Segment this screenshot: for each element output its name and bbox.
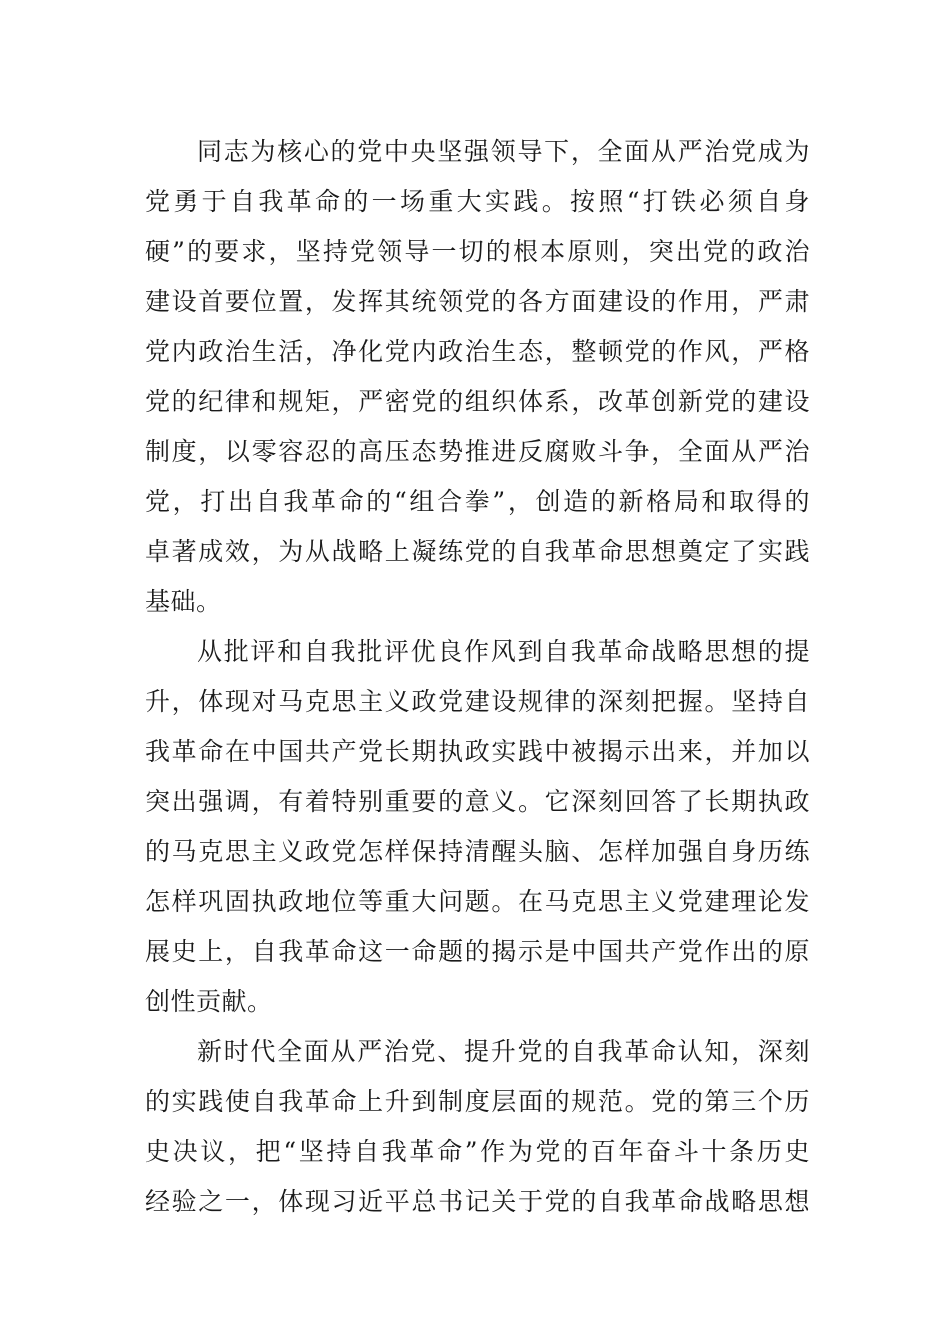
text-line: 我革命在中国共产党长期执政实践中被揭示出来，并加以 bbox=[145, 737, 810, 766]
text-line: 升，体现对马克思主义政党建设规律的深刻把握。坚持自 bbox=[145, 687, 810, 716]
paragraph-2 bbox=[145, 627, 810, 1027]
text-line: 党勇于自我革命的一场重大实践。按照“打铁必须自身 bbox=[145, 187, 810, 216]
text-line: 的实践使自我革命上升到制度层面的规范。党的第三个历 bbox=[145, 1087, 810, 1116]
paragraph-1 bbox=[145, 127, 810, 627]
text-line: 制度，以零容忍的高压态势推进反腐败斗争，全面从严治 bbox=[145, 437, 810, 466]
text-line: 同志为核心的党中央坚强领导下，全面从严治党成为 bbox=[197, 137, 810, 166]
text-line: 党的纪律和规矩，严密党的组织体系，改革创新党的建设 bbox=[145, 387, 810, 416]
text-line: 史决议，把“坚持自我革命”作为党的百年奋斗十条历史 bbox=[145, 1137, 810, 1166]
text-line: 从批评和自我批评优良作风到自我革命战略思想的提 bbox=[197, 637, 810, 666]
text-line: 的马克思主义政党怎样保持清醒头脑、怎样加强自身历练 bbox=[145, 837, 810, 866]
text-line: 突出强调，有着特别重要的意义。它深刻回答了长期执政 bbox=[145, 787, 810, 816]
text-line: 新时代全面从严治党、提升党的自我革命认知，深刻 bbox=[197, 1037, 810, 1066]
text-line: 展史上，自我革命这一命题的揭示是中国共产党作出的原 bbox=[145, 937, 810, 966]
text-line: 党，打出自我革命的“组合拳”，创造的新格局和取得的 bbox=[145, 487, 810, 516]
document-body bbox=[145, 127, 810, 1227]
text-line: 创性贡献。 bbox=[145, 987, 273, 1016]
text-line: 基础。 bbox=[145, 587, 222, 616]
paragraph-3 bbox=[145, 1027, 810, 1227]
text-line: 建设首要位置，发挥其统领党的各方面建设的作用，严肃 bbox=[145, 287, 810, 316]
text-line: 卓著成效，为从战略上凝练党的自我革命思想奠定了实践 bbox=[145, 537, 810, 566]
text-line: 硬”的要求，坚持党领导一切的根本原则，突出党的政治 bbox=[145, 237, 810, 266]
text-line: 怎样巩固执政地位等重大问题。在马克思主义党建理论发 bbox=[145, 887, 810, 916]
text-line: 经验之一，体现习近平总书记关于党的自我革命战略思想 bbox=[145, 1187, 810, 1216]
text-line: 党内政治生活，净化党内政治生态，整顿党的作风，严格 bbox=[145, 337, 810, 366]
